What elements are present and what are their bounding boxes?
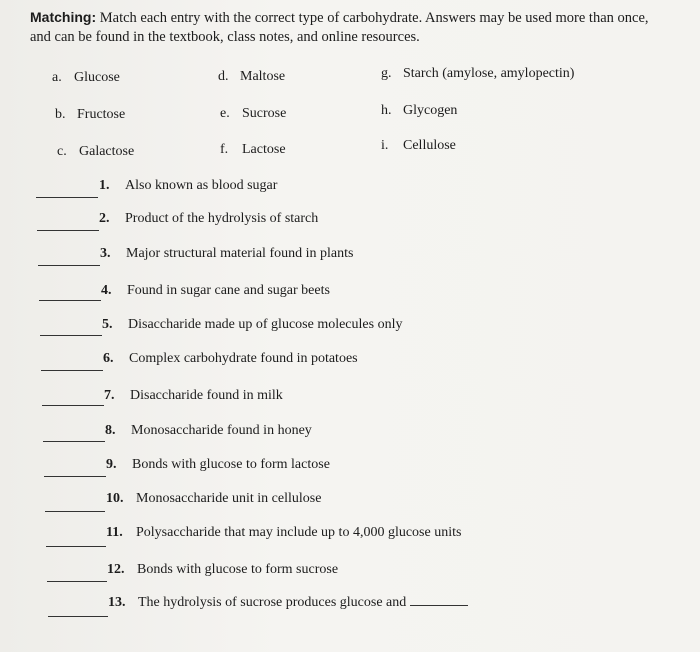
answer-blank-4[interactable] xyxy=(39,300,101,301)
answer-blank-13[interactable] xyxy=(48,616,108,617)
question-6: 6. Complex carbohydrate found in potatoes xyxy=(103,351,358,366)
question-12: 12. Bonds with glucose to form sucrose xyxy=(107,562,339,577)
option-b: b. Fructose xyxy=(55,107,126,122)
answer-blank-3[interactable] xyxy=(38,265,100,266)
answer-blank-13-inline[interactable] xyxy=(410,595,468,606)
answer-blank-12[interactable] xyxy=(47,581,107,582)
option-d: d. Maltose xyxy=(218,69,286,84)
answer-blank-11[interactable] xyxy=(46,546,106,547)
question-1: 1. Also known as blood sugar xyxy=(99,178,278,193)
instructions-lead: Matching: xyxy=(30,9,97,25)
instructions-text: Match each entry with the correct type of carbohydrate. Answers may be used more than once, and can be found in the textbook, class notes, and online resources. xyxy=(30,10,649,45)
option-a: a. Glucose xyxy=(52,70,120,85)
answer-blank-6[interactable] xyxy=(41,370,103,371)
answer-blank-5[interactable] xyxy=(40,335,102,336)
question-9: 9. Bonds with glucose to form lactose xyxy=(106,457,330,472)
answer-blank-7[interactable] xyxy=(42,405,104,406)
question-8: 8. Monosaccharide found in honey xyxy=(105,423,312,438)
question-11: 11. Polysaccharide that may include up to 4,000 glucose units xyxy=(106,525,462,540)
question-2: 2. Product of the hydrolysis of starch xyxy=(99,211,319,226)
question-5: 5. Disaccharide made up of glucose molecules only xyxy=(102,317,403,332)
option-e: e. Sucrose xyxy=(220,106,287,121)
option-f: f. Lactose xyxy=(220,142,286,157)
question-4: 4. Found in sugar cane and sugar beets xyxy=(101,283,330,298)
answer-blank-8[interactable] xyxy=(43,441,105,442)
answer-blank-1[interactable] xyxy=(36,197,98,198)
question-3: 3. Major structural material found in plants xyxy=(100,246,354,261)
answer-blank-9[interactable] xyxy=(44,476,106,477)
answer-blank-2[interactable] xyxy=(37,230,99,231)
option-h: h. Glycogen xyxy=(381,103,458,118)
question-10: 10. Monosaccharide unit in cellulose xyxy=(106,491,322,506)
option-c: c. Galactose xyxy=(57,144,135,159)
question-13: 13. The hydrolysis of sucrose produces glucose and xyxy=(108,595,468,611)
option-i: i. Cellulose xyxy=(381,138,456,153)
answer-blank-10[interactable] xyxy=(45,511,105,512)
question-7: 7. Disaccharide found in milk xyxy=(104,388,283,403)
option-g: g. Starch (amylose, amylopectin) xyxy=(381,66,575,81)
instructions xyxy=(30,8,670,47)
